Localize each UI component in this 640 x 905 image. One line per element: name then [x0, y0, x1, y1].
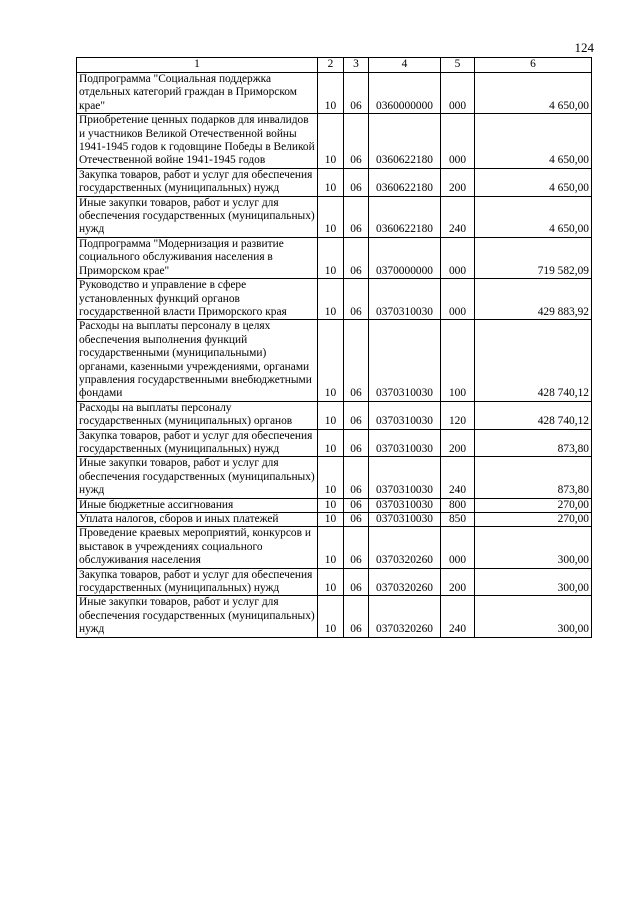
expense-type-cell: 000 [441, 237, 475, 278]
expense-type-cell: 000 [441, 527, 475, 568]
row-name-cell: Уплата налогов, сборов и иных платежей [77, 513, 318, 527]
table-row [77, 279, 592, 320]
amount-cell: 300,00 [475, 527, 592, 568]
page-number: 124 [574, 40, 594, 55]
expense-type-cell: 120 [441, 401, 475, 429]
row-name-cell: Иные бюджетные ассигнования [77, 498, 318, 512]
subsection-code-cell: 06 [344, 401, 369, 429]
row-name-cell: Подпрограмма "Модернизация и развитие социального обслуживания населения в Приморском крае" [77, 237, 318, 278]
column-header-3: 3 [344, 58, 369, 73]
table-row [77, 527, 592, 568]
row-name-cell: Приобретение ценных подарков для инвалидов и участников Великой Отечественной войны 1941-1945 годов к годовщине Победы в Великой Отечественной войне 1941-1945 годов [77, 114, 318, 169]
target-article-cell: 0370000000 [369, 237, 441, 278]
expense-type-cell: 200 [441, 568, 475, 596]
expense-type-cell: 000 [441, 114, 475, 169]
subsection-code-cell: 06 [344, 568, 369, 596]
amount-cell: 4 650,00 [475, 114, 592, 169]
table-row [77, 596, 592, 637]
target-article-cell: 0370310030 [369, 429, 441, 457]
expense-type-cell: 850 [441, 513, 475, 527]
subsection-code-cell: 06 [344, 168, 369, 196]
section-code-cell: 10 [318, 114, 344, 169]
budget-table [76, 57, 592, 638]
header-row [77, 58, 592, 73]
expense-type-cell: 240 [441, 596, 475, 637]
row-name-cell: Закупка товаров, работ и услуг для обеспечения государственных (муниципальных) нужд [77, 568, 318, 596]
column-header-2: 2 [318, 58, 344, 73]
section-code-cell: 10 [318, 568, 344, 596]
expense-type-cell: 200 [441, 429, 475, 457]
target-article-cell: 0360622180 [369, 114, 441, 169]
target-article-cell: 0370320260 [369, 596, 441, 637]
row-name-cell: Расходы на выплаты персоналу в целях обеспечения выполнения функций государственными (муниципальными) органами, казенными учреждениями, органами управления государственными внебюджетными фондами [77, 320, 318, 401]
subsection-code-cell: 06 [344, 114, 369, 169]
subsection-code-cell: 06 [344, 457, 369, 498]
target-article-cell: 0360622180 [369, 196, 441, 237]
section-code-cell: 10 [318, 237, 344, 278]
subsection-code-cell: 06 [344, 279, 369, 320]
subsection-code-cell: 06 [344, 320, 369, 401]
table-row [77, 513, 592, 527]
section-code-cell: 10 [318, 196, 344, 237]
table-row [77, 568, 592, 596]
section-code-cell: 10 [318, 401, 344, 429]
section-code-cell: 10 [318, 498, 344, 512]
subsection-code-cell: 06 [344, 196, 369, 237]
amount-cell: 4 650,00 [475, 168, 592, 196]
amount-cell: 270,00 [475, 498, 592, 512]
section-code-cell: 10 [318, 168, 344, 196]
table-row [77, 429, 592, 457]
table-row [77, 320, 592, 401]
column-header-5: 5 [441, 58, 475, 73]
section-code-cell: 10 [318, 279, 344, 320]
subsection-code-cell: 06 [344, 73, 369, 114]
row-name-cell: Закупка товаров, работ и услуг для обеспечения государственных (муниципальных) нужд [77, 429, 318, 457]
table-row [77, 168, 592, 196]
target-article-cell: 0370310030 [369, 498, 441, 512]
expense-type-cell: 100 [441, 320, 475, 401]
expense-type-cell: 000 [441, 73, 475, 114]
expense-type-cell: 200 [441, 168, 475, 196]
section-code-cell: 10 [318, 73, 344, 114]
amount-cell: 719 582,09 [475, 237, 592, 278]
table-row [77, 498, 592, 512]
column-header-6: 6 [475, 58, 592, 73]
subsection-code-cell: 06 [344, 527, 369, 568]
table-row [77, 73, 592, 114]
row-name-cell: Подпрограмма "Социальная поддержка отдельных категорий граждан в Приморском крае" [77, 73, 318, 114]
row-name-cell: Иные закупки товаров, работ и услуг для обеспечения государственных (муниципальных) нужд [77, 457, 318, 498]
table-row [77, 401, 592, 429]
row-name-cell: Расходы на выплаты персоналу государственных (муниципальных) органов [77, 401, 318, 429]
amount-cell: 428 740,12 [475, 320, 592, 401]
amount-cell: 4 650,00 [475, 73, 592, 114]
target-article-cell: 0360622180 [369, 168, 441, 196]
section-code-cell: 10 [318, 457, 344, 498]
amount-cell: 873,80 [475, 457, 592, 498]
row-name-cell: Закупка товаров, работ и услуг для обеспечения государственных (муниципальных) нужд [77, 168, 318, 196]
target-article-cell: 0360000000 [369, 73, 441, 114]
target-article-cell: 0370310030 [369, 401, 441, 429]
expense-type-cell: 800 [441, 498, 475, 512]
amount-cell: 300,00 [475, 596, 592, 637]
table-row [77, 114, 592, 169]
target-article-cell: 0370310030 [369, 513, 441, 527]
amount-cell: 300,00 [475, 568, 592, 596]
column-header-1: 1 [77, 58, 318, 73]
target-article-cell: 0370310030 [369, 320, 441, 401]
section-code-cell: 10 [318, 320, 344, 401]
table-row [77, 457, 592, 498]
column-header-4: 4 [369, 58, 441, 73]
subsection-code-cell: 06 [344, 498, 369, 512]
amount-cell: 429 883,92 [475, 279, 592, 320]
section-code-cell: 10 [318, 429, 344, 457]
subsection-code-cell: 06 [344, 513, 369, 527]
subsection-code-cell: 06 [344, 429, 369, 457]
expense-type-cell: 240 [441, 196, 475, 237]
section-code-cell: 10 [318, 513, 344, 527]
table-row [77, 196, 592, 237]
expense-type-cell: 000 [441, 279, 475, 320]
subsection-code-cell: 06 [344, 237, 369, 278]
section-code-cell: 10 [318, 527, 344, 568]
target-article-cell: 0370320260 [369, 527, 441, 568]
subsection-code-cell: 06 [344, 596, 369, 637]
amount-cell: 4 650,00 [475, 196, 592, 237]
target-article-cell: 0370310030 [369, 457, 441, 498]
amount-cell: 428 740,12 [475, 401, 592, 429]
row-name-cell: Проведение краевых мероприятий, конкурсов и выставок в учреждениях социального обслуживания населения [77, 527, 318, 568]
table-row [77, 237, 592, 278]
target-article-cell: 0370320260 [369, 568, 441, 596]
target-article-cell: 0370310030 [369, 279, 441, 320]
section-code-cell: 10 [318, 596, 344, 637]
amount-cell: 270,00 [475, 513, 592, 527]
amount-cell: 873,80 [475, 429, 592, 457]
row-name-cell: Руководство и управление в сфере установленных функций органов государственной власти Приморского края [77, 279, 318, 320]
expense-type-cell: 240 [441, 457, 475, 498]
row-name-cell: Иные закупки товаров, работ и услуг для обеспечения государственных (муниципальных) нужд [77, 196, 318, 237]
row-name-cell: Иные закупки товаров, работ и услуг для обеспечения государственных (муниципальных) нужд [77, 596, 318, 637]
